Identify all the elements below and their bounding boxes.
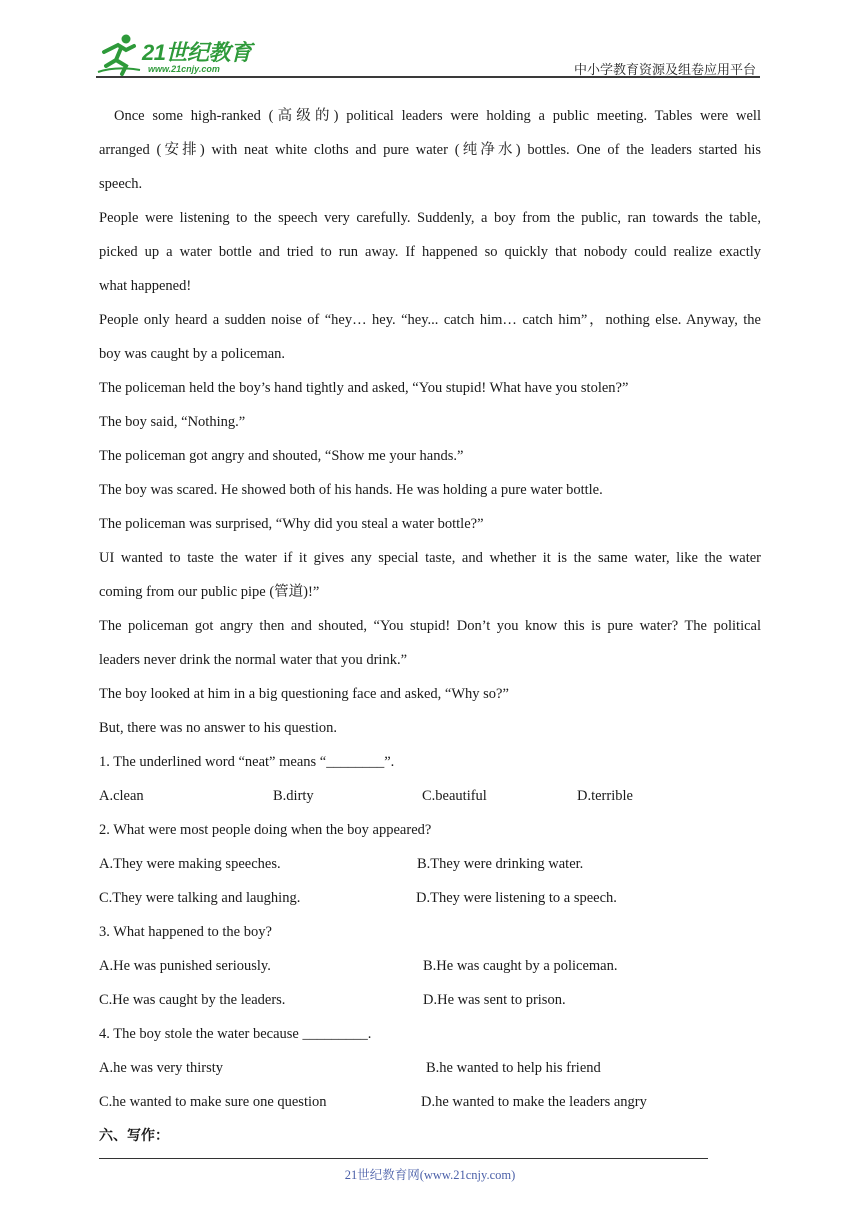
passage-line: The policeman held the boy’s hand tightly and asked, “You stupid! What have you stolen?” <box>99 380 629 396</box>
passage-line: The boy was scared. He showed both of his hands. He was holding a pure water bottle. <box>99 482 603 498</box>
passage <box>99 99 761 745</box>
option-d: D.He was sent to prison. <box>423 992 566 1008</box>
question-3 <box>99 915 761 1017</box>
passage-line: coming from our public pipe (管道)!” <box>99 584 320 600</box>
site-logo <box>96 32 266 76</box>
question-2 <box>99 813 761 915</box>
passage-line: what happened! <box>99 278 192 294</box>
passage-line: leaders never drink the normal water that you drink.” <box>99 652 408 668</box>
runner-logo-icon <box>96 32 142 76</box>
option-a: A.clean <box>99 788 144 804</box>
logo-url: www.21cnjy.com <box>148 64 220 74</box>
option-d: D.terrible <box>577 788 633 804</box>
option-d: D.They were listening to a speech. <box>416 890 617 906</box>
passage-line: The boy said, “Nothing.” <box>99 414 246 430</box>
page-header <box>96 28 760 78</box>
passage-line: The policeman got angry and shouted, “Show me your hands.” <box>99 448 464 464</box>
option-c: C.beautiful <box>422 788 487 804</box>
passage-line: Once some high-ranked (高级的) political leaders were holding a public meeting. Tables were well <box>114 108 761 124</box>
options-row <box>99 847 761 881</box>
passage-line: The policeman was surprised, “Why did you steal a water bottle?” <box>99 516 484 532</box>
question-4 <box>99 1017 761 1119</box>
option-b: B.he wanted to help his friend <box>426 1060 601 1076</box>
option-a: A.he was very thirsty <box>99 1060 224 1076</box>
section-heading: 六、写作： <box>99 1128 169 1144</box>
question-stem: 2. What were most people doing when the boy appeared? <box>99 822 432 838</box>
options-row <box>99 1051 761 1085</box>
options-row <box>99 949 761 983</box>
passage-line: But, there was no answer to his question. <box>99 720 338 736</box>
option-c: C.He was caught by the leaders. <box>99 992 286 1008</box>
option-b: B.They were drinking water. <box>417 856 584 872</box>
option-b: B.He was caught by a policeman. <box>423 958 618 974</box>
page-footer: 21世纪教育网(www.21cnjy.com) <box>344 1168 516 1182</box>
option-b: B.dirty <box>273 788 314 804</box>
platform-title: 中小学教育资源及组卷应用平台 <box>573 63 756 78</box>
options-row <box>99 1085 761 1119</box>
passage-line: speech. <box>99 176 143 192</box>
passage-line: The boy looked at him in a big questioning face and asked, “Why so?” <box>99 686 509 702</box>
option-a: A.He was punished seriously. <box>99 958 271 974</box>
question-stem: 1. The underlined word “neat” means “________”. <box>99 754 395 770</box>
passage-line: People were listening to the speech very carefully. Suddenly, a boy from the public, ran towards the table, <box>99 210 761 226</box>
option-a: A.They were making speeches. <box>99 856 281 872</box>
passage-line: picked up a water bottle and tried to run away. If happened so quickly that nobody could realize exactly <box>99 244 761 260</box>
options-row <box>99 983 761 1017</box>
question-stem: 4. The boy stole the water because _________. <box>99 1026 372 1042</box>
passage-line: UI wanted to taste the water if it gives any special taste, and whether it is the same water, like the water <box>99 550 761 566</box>
passage-line: arranged (安排) with neat white cloths and pure water (纯净水) bottles. One of the leaders started his <box>99 142 761 158</box>
footer-divider <box>99 1158 708 1159</box>
options-row <box>99 881 761 915</box>
logo-text: 21世纪教育 <box>142 40 252 65</box>
option-c: C.he wanted to make sure one question <box>99 1094 327 1110</box>
passage-line: The policeman got angry then and shouted, “You stupid! Don’t you know this is pure water? The political <box>99 618 761 634</box>
passage-line: People only heard a sudden noise of “hey… hey. “hey... catch him… catch him”，nothing else. Anyway, the <box>99 312 761 328</box>
passage-line: boy was caught by a policeman. <box>99 346 286 362</box>
option-d: D.he wanted to make the leaders angry <box>421 1094 647 1110</box>
option-c: C.They were talking and laughing. <box>99 890 301 906</box>
question-stem: 3. What happened to the boy? <box>99 924 272 940</box>
header-divider <box>96 76 760 78</box>
document-body <box>99 99 761 1153</box>
options-row <box>99 779 761 813</box>
question-1 <box>99 745 761 813</box>
